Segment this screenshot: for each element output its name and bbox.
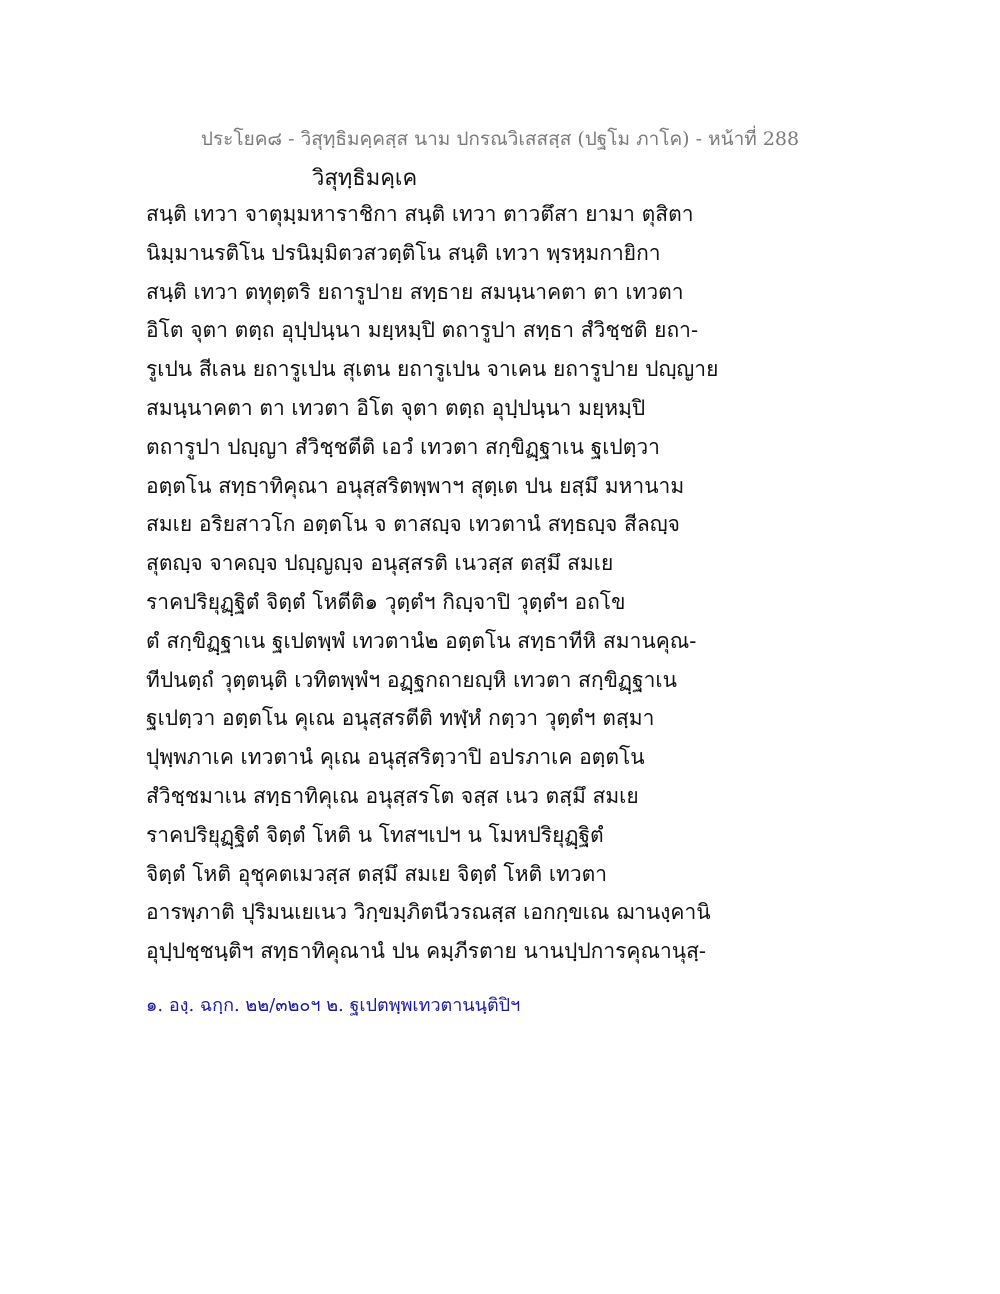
text-line: ทีปนตฺถํ วุตฺตนฺติ เวทิตพฺพํฯ อฏฺฐกถายญฺหิ เทวตา สกฺขิฏฺฐาเน xyxy=(146,667,677,692)
running-header: ประโยค๘ - วิสุทฺธิมคฺคสฺส นาม ปกรณวิเสสสฺส (ปฐโม ภาโค) - หน้าที่ 288 xyxy=(200,128,800,150)
text-line: นิมฺมานรติโน ปรนิมฺมิตวสวตฺติโน สนฺติ เทวา พฺรหฺมกายิกา xyxy=(146,240,661,265)
footnote: ๑. องฺ. ฉกฺก. ๒๒/๓๒๐ฯ ๒. ฐเปตพฺพเทวตานนฺติปิฯ xyxy=(146,995,521,1016)
section-title: วิสุทฺธิมคฺเค xyxy=(312,166,418,191)
text-line: จิตฺตํ โหติ อุชุคตเมวสฺส ตสฺมึ สมเย จิตฺตํ โหติ เทวตา xyxy=(146,861,608,886)
text-line: ปุพฺพภาเค เทวตานํ คุเณ อนุสฺสริตฺวาปิ อปรภาเค อตฺตโน xyxy=(146,745,645,770)
text-line: สมนฺนาคตา ตา เทวตา อิโต จุตา ตตฺถ อุปฺปนฺนา มยฺหมฺปิ xyxy=(146,395,646,420)
text-line: อิโต จุตา ตตฺถ อุปฺปนฺนา มยฺหมฺปิ ตถารูปา สทฺธา สํวิชฺชติ ยถา- xyxy=(146,318,699,343)
text-line: สนฺติ เทวา จาตุมฺมหาราชิกา สนฺติ เทวา ตาวตึสา ยามา ตุสิตา xyxy=(146,202,694,226)
text-line: ตถารูปา ปญฺญา สํวิชฺชตีติ เอวํ เทวตา สกฺขิฏฺฐาเน ฐเปตฺวา xyxy=(146,434,660,459)
body-text xyxy=(146,199,719,975)
text-line: อุปฺปชฺชนฺติฯ สทฺธาทิคุณานํ ปน คมฺภีรตาย นานปฺปการคุณานุสฺ- xyxy=(146,939,707,964)
text-line: ฐเปตฺวา อตฺตโน คุเณ อนุสฺสรตีติ ทฬฺหํ กตฺวา วุตฺตํฯ ตสฺมา xyxy=(146,706,655,731)
text-line: สนฺติ เทวา ตทุตฺตริ ยถารูปาย สทฺธาย สมนฺนาคตา ตา เทวตา xyxy=(146,279,684,304)
text-line: รูเปน สีเลน ยถารูเปน สุเตน ยถารูเปน จาเคน ยถารูปาย ปญฺญาย xyxy=(146,357,719,382)
text-line: สุตญฺจ จาคญฺจ ปญฺญญฺจ อนุสฺสรติ เนวสฺส ตสฺมึ สมเย xyxy=(146,551,614,576)
text-line: ราคปริยุฏฺฐิตํ จิตฺตํ โหตีติ๑ วุตฺตํฯ กิญฺจาปิ วุตฺตํฯ อถโข xyxy=(146,589,626,614)
text-line: สมเย อริยสาวโก อตฺตโน จ ตาสญฺจ เทวตานํ สทฺธญฺจ สีลญฺจ xyxy=(146,512,680,537)
text-line: อารพฺภาติ ปุริมนเยเนว วิกฺขมฺภิตนีวรณสฺส เอกกฺขเณ ฌานงฺคานิ xyxy=(146,900,711,925)
text-line: ราคปริยุฏฺฐิตํ จิตฺตํ โหติ น โทสฯเปฯ น โมหปริยุฏฺฐิตํ xyxy=(146,822,604,847)
text-line: ตํ สกฺขิฏฺฐาเน ฐเปตพฺพํ เทวตานํ๒ อตฺตโน สทฺธาทีหิ สมานคุณ- xyxy=(146,628,697,653)
text-line: อตฺตโน สทฺธาทิคุณา อนุสฺสริตพฺพาฯ สุตฺเต ปน ยสฺมึ มหานาม xyxy=(146,473,685,498)
text-line: สํวิชฺชมาเน สทฺธาทิคุเณ อนุสฺสรโต จสฺส เนว ตสฺมึ สมเย xyxy=(146,783,639,808)
